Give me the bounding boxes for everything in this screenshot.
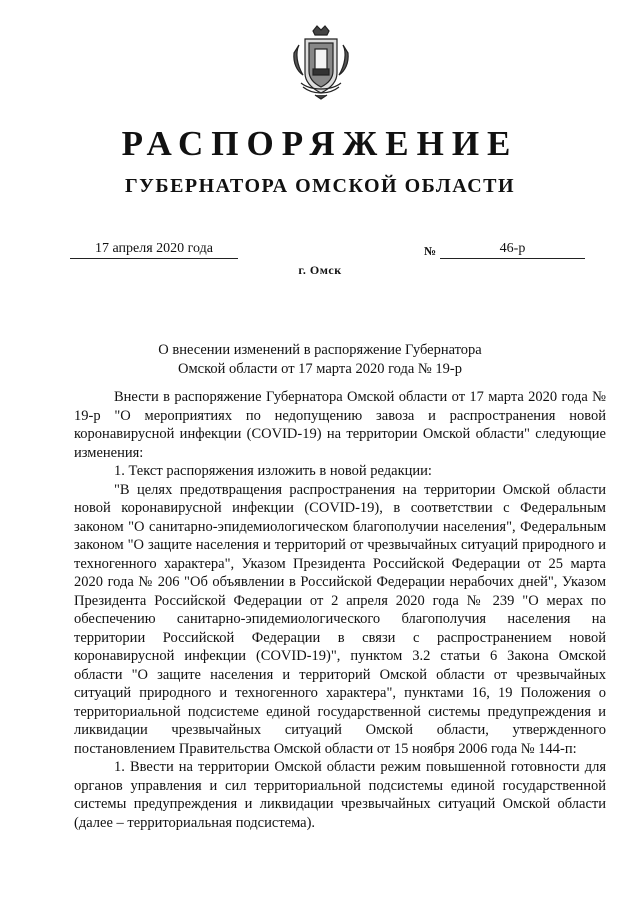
subject-line: Омской области от 17 марта 2020 года № 19-р	[178, 361, 462, 377]
coat-of-arms-icon	[291, 23, 351, 101]
body-paragraph: Внести в распоряжение Губернатора Омской области от 17 марта 2020 года № 19-р "О мероприятиях по недопущению завоза и распространения новой коронавирусной инфекции (COVID-19) на территории Омской области" следующие изменения:	[74, 389, 606, 461]
document-subject	[0, 341, 640, 379]
body-paragraph: "В целях предотвращения распространения на территории Омской области новой коронавирусной инфекции (COVID-19), в соответствии с Федеральным законом "О санитарно-эпидемиологическом благополучии населения", Федеральным законом "О защите населения и территорий от чрезвычайных ситуаций природного и техногенного характера", Указом Президента Российской Федерации от 25 марта 2020 года № 206 "Об объявлении в Российской Федерации нерабочих дней", Указом Президента Российской Федерации от 2 апреля 2020 года № 239 "О мерах по обеспечению санитарно-эпидемиологического благополучия населения на территории Российской Федерации в связи с распространением новой коронавирусной инфекции (COVID-19)", пунктом 3.2 статьи 6 Закона Омской области "О защите населения и территорий Омской области от чрезвычайных ситуаций природного и техногенного характера", пунктами 16, 19 Положения о территориальной подсистеме единой государственной системы предупреждения и ликвидации чрезвычайных ситуаций Омской области, утвержденного постановлением Правительства Омской области от 15 ноября 2006 года № 144-п:	[74, 481, 606, 757]
subject-line: О внесении изменений в распоряжение Губернатора	[158, 342, 482, 358]
number-label: №	[424, 244, 437, 258]
document-body	[74, 388, 606, 832]
document-date: 17 апреля 2020 года	[70, 240, 238, 259]
body-paragraph: 1. Ввести на территории Омской области режим повышенной готовности для органов управления и сил территориальной подсистемы единой государственной системы предупреждения и ликвидации чрезвычайных ситуаций Омской области (далее – территориальная подсистема).	[74, 759, 606, 831]
document-number: 46-р	[440, 240, 585, 259]
document-subtitle: ГУБЕРНАТОРА ОМСКОЙ ОБЛАСТИ	[124, 175, 516, 197]
document-title: РАСПОРЯЖЕНИЕ	[121, 124, 519, 163]
body-paragraph: 1. Текст распоряжения изложить в новой редакции:	[114, 463, 432, 479]
document-city: г. Омск	[298, 263, 342, 277]
